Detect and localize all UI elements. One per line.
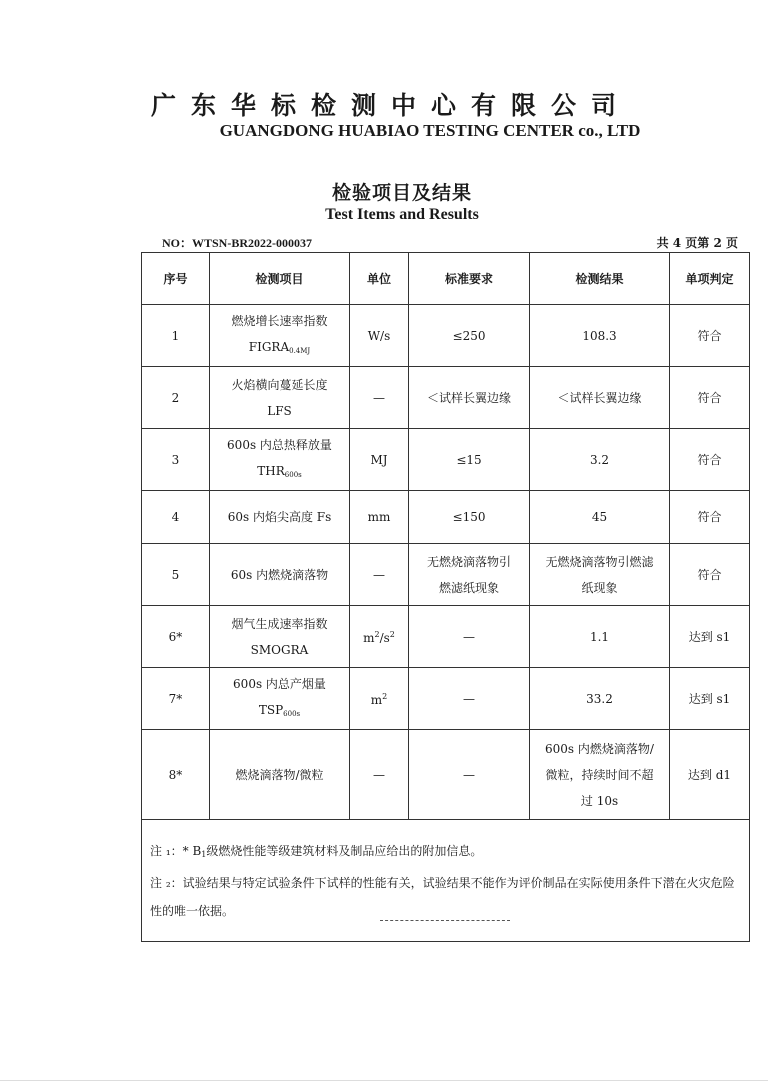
row-result: ＜试样长翼边缘 (530, 367, 670, 429)
table-row (142, 668, 750, 730)
result-line1: 无燃烧滴落物引燃滤 (545, 554, 654, 569)
item-line1: 600s 内总热释放量 (227, 437, 332, 452)
row-result: 108.3 (530, 305, 670, 367)
requirement-line1: 无燃烧滴落物引 (426, 554, 511, 569)
row-verdict: 达到 s1 (670, 668, 750, 730)
company-name-cn: 广东华标检测中心有限公司 (150, 91, 631, 120)
row-item (210, 305, 350, 367)
table-row (142, 305, 750, 367)
item-line1: 600s 内总产烟量 (233, 676, 326, 691)
item-line2 (214, 458, 345, 488)
unit-base: m (363, 631, 375, 645)
row-item: 燃烧滴落物/微粒 (210, 730, 350, 820)
item-line2 (214, 334, 345, 364)
row-item: 60s 内燃烧滴落物 (210, 544, 350, 606)
note-1-subscript: 1 (201, 849, 207, 859)
note-2 (150, 869, 741, 925)
unit-superscript: 2 (382, 692, 388, 701)
row-result: 1.1 (530, 606, 670, 668)
header-item: 检测项目 (210, 253, 350, 305)
row-verdict: 符合 (670, 367, 750, 429)
row-unit: MJ (350, 429, 409, 491)
item-code-subscript: 600s (284, 470, 302, 479)
table-row (142, 491, 750, 544)
unit-mid: /s (379, 631, 390, 645)
end-divider (380, 920, 510, 921)
row-item (210, 367, 350, 429)
item-line1: 烟气生成速率指数 (231, 616, 328, 631)
row-no: 6* (142, 606, 210, 668)
page-indicator: 共 4 页第 2 页 (656, 236, 738, 250)
row-verdict: 达到 d1 (670, 730, 750, 820)
table-row (142, 544, 750, 606)
item-line2 (214, 697, 345, 727)
table-row (142, 606, 750, 668)
table-row (142, 367, 750, 429)
item-code: THR (257, 463, 285, 478)
item-line1: 火焰横向蔓延长度 (231, 377, 328, 392)
unit-base: m (370, 693, 383, 707)
row-unit: — (350, 544, 409, 606)
row-verdict: 符合 (670, 429, 750, 491)
row-verdict: 符合 (670, 544, 750, 606)
report-number: NO：WTSN-BR2022-000037 (162, 236, 313, 250)
header-unit: 单位 (350, 253, 409, 305)
row-requirement: ≤15 (409, 429, 530, 491)
page-bottom-rule (0, 1080, 768, 1081)
row-verdict: 符合 (670, 491, 750, 544)
row-requirement (409, 544, 530, 606)
row-no: 4 (142, 491, 210, 544)
row-result: 45 (530, 491, 670, 544)
note-1-star: * B (182, 843, 202, 858)
item-code-subscript: 600s (283, 709, 301, 718)
row-unit: W/s (350, 305, 409, 367)
row-requirement: — (409, 730, 530, 820)
row-result (530, 544, 670, 606)
header-verdict: 单项判定 (670, 253, 750, 305)
row-unit: — (350, 730, 409, 820)
row-unit (350, 668, 409, 730)
row-item (210, 668, 350, 730)
page-title-cn: 检验项目及结果 (331, 182, 472, 204)
row-requirement: ＜试样长翼边缘 (409, 367, 530, 429)
row-no: 8* (142, 730, 210, 820)
row-no: 2 (142, 367, 210, 429)
result-line1: 600s 内燃烧滴落物/ (545, 741, 654, 756)
row-unit (350, 606, 409, 668)
row-verdict: 达到 s1 (670, 606, 750, 668)
row-item: 60s 内焰尖高度 Fs (210, 491, 350, 544)
row-requirement: — (409, 606, 530, 668)
header-no: 序号 (142, 253, 210, 305)
item-code-subscript: 0.4MJ (289, 346, 311, 355)
note-1-text: 级燃烧性能等级建筑材料及制品应给出的附加信息。 (206, 843, 483, 858)
result-line3: 过 10s (580, 793, 619, 808)
requirement-line2: 燃滤纸现象 (438, 580, 499, 595)
item-code: TSP (258, 702, 284, 717)
result-line2: 微粒，持续时间不超 (545, 767, 654, 782)
row-unit: — (350, 367, 409, 429)
page-title-en: Test Items and Results (325, 206, 479, 223)
note-2-text: 试验结果与特定试验条件下试样的性能有关，试验结果不能作为评价制品在实际使用条件下潜在火灾危险性的唯一依据。 (150, 875, 735, 918)
row-result: 33.2 (530, 668, 670, 730)
note-2-prefix: 注 ₂： (150, 875, 183, 890)
header-result: 检测结果 (530, 253, 670, 305)
row-result: 3.2 (530, 429, 670, 491)
results-table (141, 252, 750, 942)
row-no: 7* (142, 668, 210, 730)
table-row (142, 730, 750, 820)
unit-superscript: 2 (374, 630, 380, 639)
table-header-row (142, 253, 750, 305)
row-no: 5 (142, 544, 210, 606)
item-line2: SMOGRA (250, 642, 309, 657)
note-1 (150, 837, 741, 869)
header-requirement: 标准要求 (409, 253, 530, 305)
row-requirement: — (409, 668, 530, 730)
item-line1: 燃烧增长速率指数 (231, 313, 328, 328)
row-item (210, 606, 350, 668)
row-unit: mm (350, 491, 409, 544)
row-verdict: 符合 (670, 305, 750, 367)
row-no: 1 (142, 305, 210, 367)
result-line2: 纸现象 (581, 580, 618, 595)
row-item (210, 429, 350, 491)
notes-row (142, 820, 750, 942)
row-requirement: ≤150 (409, 491, 530, 544)
row-result (530, 730, 670, 820)
note-1-prefix: 注 ₁： (150, 843, 183, 858)
unit-superscript: 2 (389, 630, 395, 639)
table-row (142, 429, 750, 491)
company-name-en: GUANGDONG HUABIAO TESTING CENTER co., LTD (219, 121, 641, 140)
row-no: 3 (142, 429, 210, 491)
row-requirement: ≤250 (409, 305, 530, 367)
item-line2: LFS (267, 403, 292, 418)
item-code: FIGRA (248, 339, 290, 354)
notes-cell (142, 820, 750, 942)
